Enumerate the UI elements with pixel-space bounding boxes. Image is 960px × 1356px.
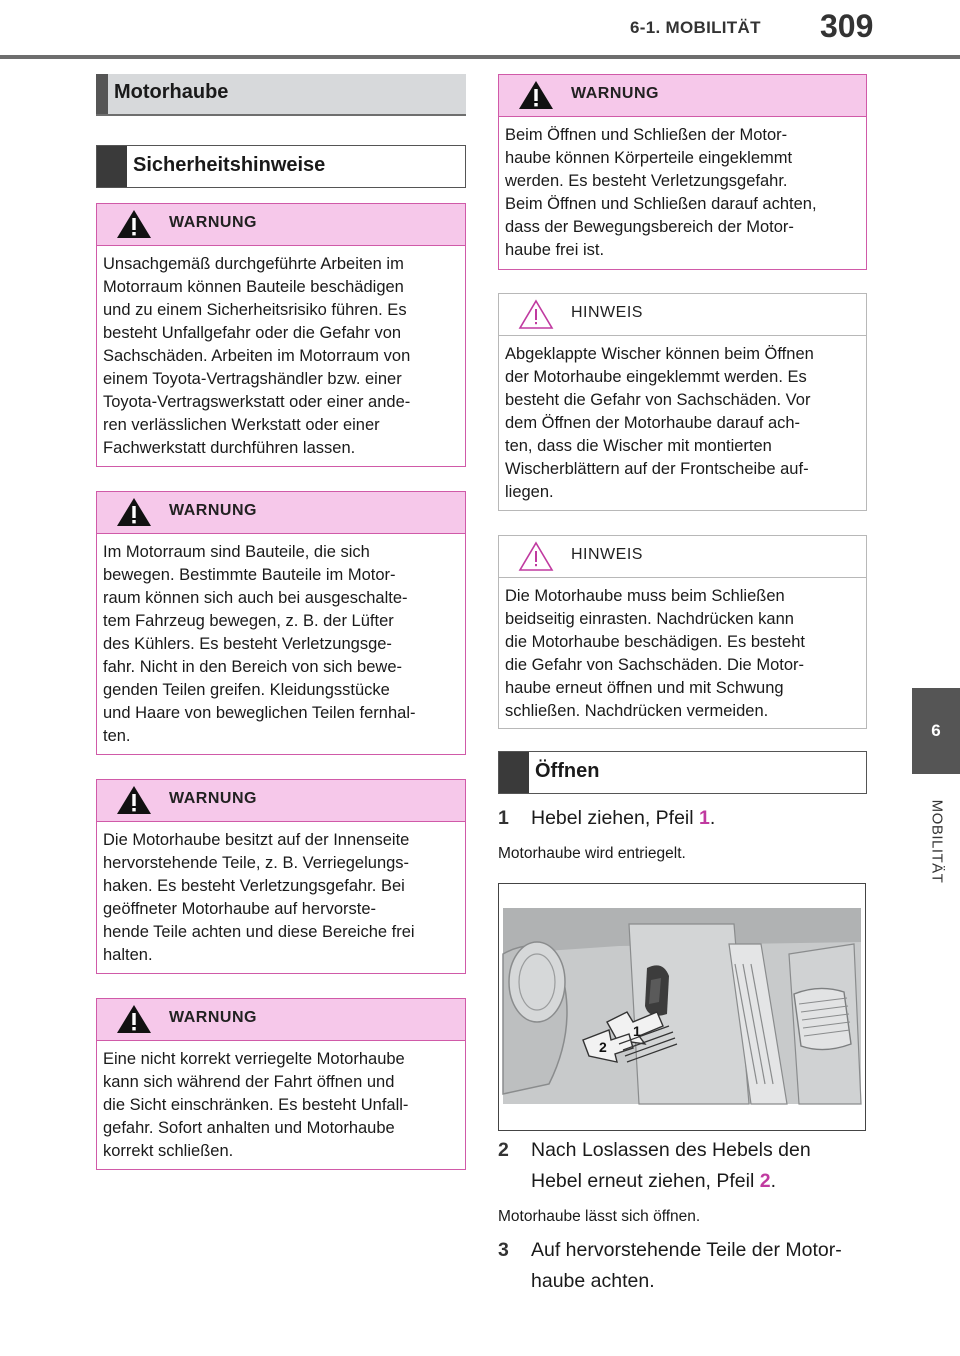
notice-header [499,536,866,578]
text-line: tem Fahrzeug bewegen, z. B. der Lüfter [103,612,394,630]
text-line: bewegen. Bestimmte Bauteile im Motor- [103,566,396,584]
text-line: und Haare von beweglichen Teilen fernhal- [103,704,416,722]
warning-header [97,780,465,822]
step-line: Hebel erneut ziehen, Pfeil [531,1170,760,1192]
notice-box [498,535,867,729]
text-line: dem Öffnen der Motorhaube darauf ach- [505,414,801,432]
step-line: Auf hervorstehende Teile der Motor- [531,1239,842,1261]
subheading-text: Sicherheitshinweise [133,154,326,176]
step-1 [498,803,868,834]
warning-icon [115,1003,153,1035]
text-line: dass der Bewegungsbereich der Motor- [505,218,794,236]
hood-lever-drawing [499,884,865,1130]
step-line: haube achten. [531,1270,655,1292]
warning-label: WARNUNG [571,85,659,102]
text-line: halten. [103,946,153,964]
text-line: hervorstehende Teile, z. B. Verriegelungs- [103,854,410,872]
text-line: haube erneut öffnen und mit Schwung [505,679,784,697]
text-line: Wischerblättern auf der Frontscheibe auf- [505,460,809,478]
text-line: Beim Öffnen und Schließen der Motor- [505,126,788,144]
step-text [531,1135,868,1197]
hood-release-illustration [498,883,866,1131]
subheading-bar [499,752,529,793]
warning-box [96,491,466,755]
text-line: liegen. [505,483,554,501]
text-line: haube können Körperteile eingeklemmt [505,149,793,167]
notice-header [499,294,866,336]
step-2 [498,1135,868,1197]
text-line: kann sich während der Fahrt öffnen und [103,1073,395,1091]
text-line: Im Motorraum sind Bauteile, die sich [103,543,370,561]
warning-header [97,204,465,246]
warning-icon [517,79,555,111]
text-line: die Gefahr von Sachschäden. Die Motor- [505,656,804,674]
arrow-reference: 2 [759,1170,771,1192]
text-line: genden Teilen greifen. Kleidungsstücke [103,681,390,699]
heading-bar [96,74,108,114]
warning-label: WARNUNG [169,790,257,807]
text-line: schließen. Nachdrücken vermeiden. [505,702,769,720]
page-number: 309 [820,8,874,44]
text-line: Die Motorhaube muss beim Schließen [505,587,785,605]
text-line: einem Toyota-Vertragshändler bzw. einer [103,370,402,388]
text-line: die Sicht einschränken. Es besteht Unfall- [103,1096,409,1114]
step-note: Motorhaube lässt sich öffnen. [498,1208,701,1225]
warning-box [498,74,867,270]
warning-box [96,203,466,467]
text-line: haube frei ist. [505,241,605,259]
text-line: geöffneter Motorhaube auf hervorste- [103,900,377,918]
warning-header [499,75,866,117]
text-line: Abgeklappte Wischer können beim Öffnen [505,345,814,363]
header-rule [0,55,960,59]
step-number: 3 [498,1239,509,1261]
step-note: Motorhaube wird entriegelt. [498,845,686,862]
notice-text [499,336,866,510]
subheading-oeffnen [498,751,867,794]
heading-motorhaube [96,74,466,116]
text-line: beidseitig einrasten. Nachdrücken kann [505,610,794,628]
notice-label: HINWEIS [571,304,643,321]
text-line: Sachschäden. Arbeiten im Motorraum von [103,347,411,365]
heading-text: Motorhaube [114,81,229,103]
step-suffix: . [709,807,716,829]
notice-label: HINWEIS [571,546,643,563]
notice-text [499,578,866,729]
step-line: Nach Loslassen des Hebels den [531,1139,811,1161]
warning-header [97,492,465,534]
text-line: besteht die Gefahr von Sachschäden. Vor [505,391,811,409]
section-title: 6-1. MOBILITÄT [630,18,761,37]
notice-box [498,293,867,511]
text-line: korrekt schließen. [103,1142,234,1160]
text-line: raum können sich auch bei ausgeschalte- [103,589,408,607]
text-line: Eine nicht korrekt verriegelte Motorhaube [103,1050,405,1068]
step-number: 1 [498,807,509,829]
caution-outline-icon [517,298,555,330]
arrow-label-2: 2 [599,1039,607,1055]
text-line: die Motorhaube beschädigen. Es besteht [505,633,805,651]
arrow-label-1: 1 [633,1023,641,1039]
warning-text [499,117,866,268]
warning-label: WARNUNG [169,502,257,519]
text-line: haken. Es besteht Verletzungsgefahr. Bei [103,877,405,895]
warning-box [96,779,466,974]
warning-text [97,1041,465,1169]
step-number: 2 [498,1139,509,1161]
text-line: Motorraum können Bauteile beschädigen [103,278,404,296]
warning-header [97,999,465,1041]
subheading-bar [97,146,127,187]
warning-icon [115,208,153,240]
warning-text [97,246,465,466]
text-line: Die Motorhaube besitzt auf der Innenseite [103,831,410,849]
warning-label: WARNUNG [169,1009,257,1026]
text-line: gefahr. Sofort anhalten und Motorhaube [103,1119,395,1137]
text-line: der Motorhaube eingeklemmt werden. Es [505,368,807,386]
text-line: ten, dass die Wischer mit montierten [505,437,772,455]
text-line: hende Teile achten und diese Bereiche frei [103,923,415,941]
text-line: ren verlässlichen Werkstatt oder einer [103,416,380,434]
warning-box [96,998,466,1170]
step-suffix: . [770,1170,777,1192]
chapter-label [902,786,960,896]
chapter-label-text: MOBILITÄT [928,799,946,883]
warning-text [97,822,465,973]
step-text [531,1235,868,1297]
subheading-text: Öffnen [535,760,600,782]
text-line: fahr. Nicht in den Bereich von sich bewe- [103,658,402,676]
text-line: Unsachgemäß durchgeführte Arbeiten im [103,255,404,273]
warning-icon [115,496,153,528]
text-line: Toyota-Vertragswerkstatt oder einer ande- [103,393,411,411]
text-line: ten. [103,727,131,745]
text-line: Fachwerkstatt durchführen lassen. [103,439,356,457]
text-line: werden. Es besteht Verletzungsgefahr. [505,172,788,190]
arrow-reference: 1 [699,807,710,829]
caution-outline-icon [517,540,555,572]
text-line: und zu einem Sicherheitsrisiko führen. Es [103,301,407,319]
chapter-tab[interactable]: 6 [912,688,960,774]
warning-text [97,534,465,754]
subheading-sicherheitshinweise [96,145,466,188]
warning-icon [115,784,153,816]
text-line: des Kühlers. Es besteht Verletzungsge- [103,635,392,653]
step-line: Hebel ziehen, Pfeil [531,807,700,829]
text-line: besteht Unfallgefahr oder die Gefahr von [103,324,402,342]
step-3 [498,1235,868,1297]
step-text [531,803,868,834]
warning-label: WARNUNG [169,214,257,231]
text-line: Beim Öffnen und Schließen darauf achten, [505,195,817,213]
